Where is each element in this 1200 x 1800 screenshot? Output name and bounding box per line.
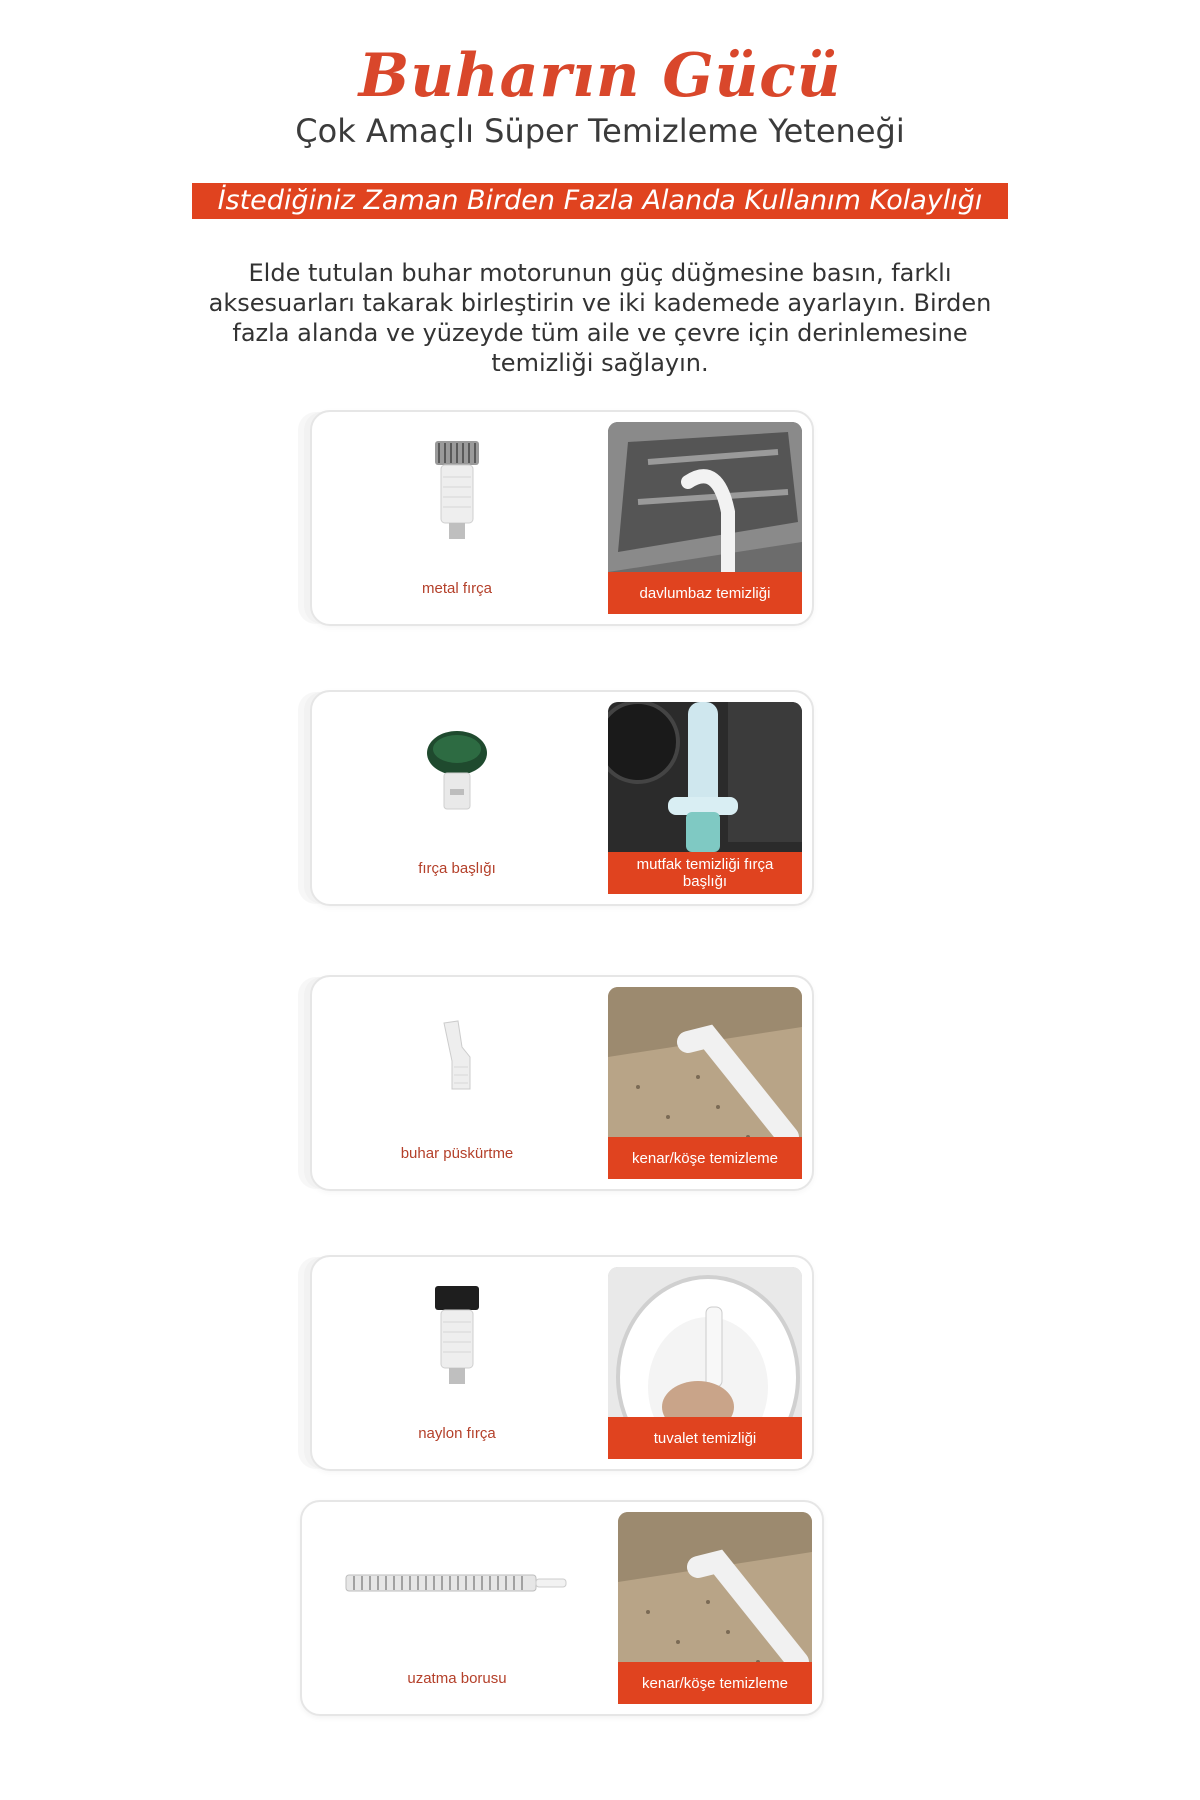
page-title: Buharın Gücü — [358, 41, 842, 111]
tool-label: fırça başlığı — [418, 860, 496, 877]
accessory-card-brush-head — [310, 690, 814, 906]
usage-photo-hood — [608, 422, 802, 614]
usage-label: tuvalet temizliği — [608, 1417, 802, 1459]
usage-photo-kitchen — [608, 702, 802, 894]
accessory-card-steam-nozzle — [310, 975, 814, 1191]
usage-label: mutfak temizliği fırça başlığı — [608, 852, 802, 894]
tool-label: uzatma borusu — [407, 1670, 507, 1687]
usage-label: kenar/köşe temizleme — [618, 1662, 812, 1704]
extension-tube-icon — [302, 1502, 612, 1662]
metal-brush-icon — [312, 412, 602, 572]
scrub-brush-head-icon — [312, 692, 602, 852]
feature-banner: İstediğiniz Zaman Birden Fazla Alanda Kullanım Kolaylığı — [192, 183, 1008, 219]
usage-photo-corner-2 — [618, 1512, 812, 1704]
usage-label: kenar/köşe temizleme — [608, 1137, 802, 1179]
page-subtitle: Çok Amaçlı Süper Temizleme Yeteneği — [295, 112, 905, 150]
tool-label: naylon fırça — [418, 1425, 496, 1442]
steam-nozzle-icon — [312, 977, 602, 1137]
usage-photo-toilet — [608, 1267, 802, 1459]
usage-photo-corner — [608, 987, 802, 1179]
accessory-card-metal-brush — [310, 410, 814, 626]
tool-label: buhar püskürtme — [400, 1145, 514, 1162]
description-text: Elde tutulan buhar motorunun güç düğmesine basın, farklı aksesuarları takarak birleştirin ve iki kademede ayarlayın. Birden fazla alanda ve yüzeyde tüm aile ve çevre için derinlemesine temizliği sağlayın. — [208, 259, 992, 377]
accessory-card-extension-tube — [300, 1500, 824, 1716]
tool-label: metal fırça — [421, 580, 493, 597]
accessory-card-nylon-brush — [310, 1255, 814, 1471]
usage-label: davlumbaz temizliği — [608, 572, 802, 614]
nylon-brush-icon — [312, 1257, 602, 1417]
